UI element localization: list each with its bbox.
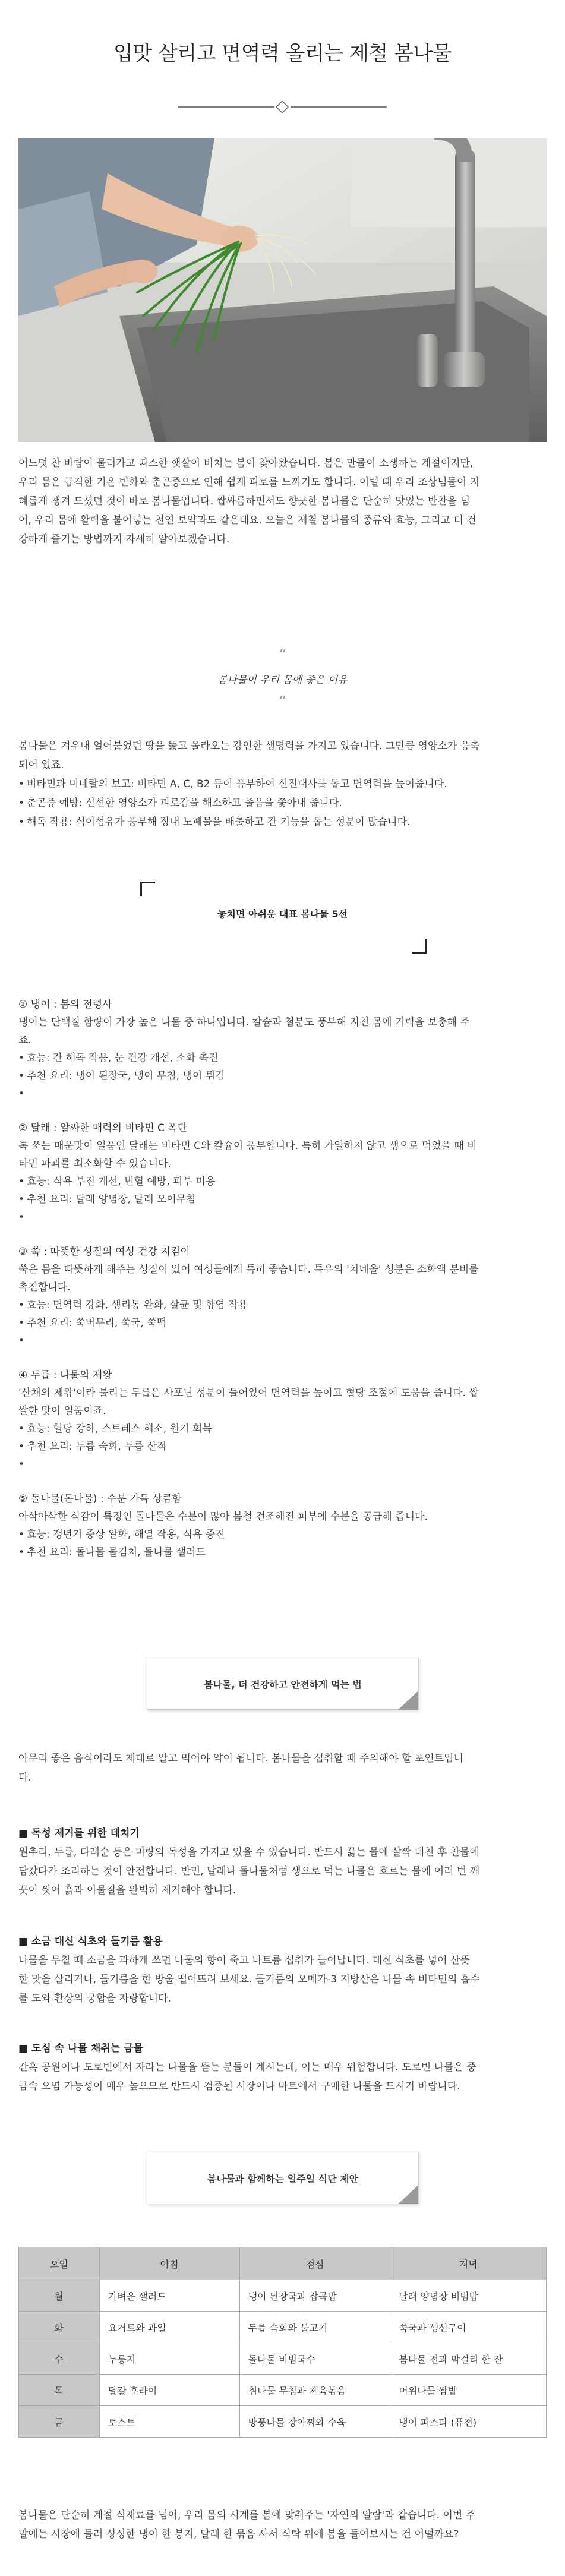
- tip-heading: ■ 소금 대신 식초와 들기름 활용: [18, 1936, 163, 1947]
- herb-item: [18, 1490, 547, 1561]
- why-section: [18, 737, 547, 832]
- table-cell: 토스트: [99, 2406, 239, 2438]
- pull-quote: [0, 648, 565, 710]
- tip-line: 를 도와 환상의 궁합을 자랑합니다.: [18, 1993, 171, 2004]
- herb-list: [18, 1049, 547, 1103]
- tip-section: [18, 2039, 547, 2096]
- why-list: [18, 775, 547, 832]
- list-item: • 추천 요리: 돌나물 물김치, 돌나물 샐러드: [18, 1543, 547, 1561]
- list-item: [18, 1332, 547, 1350]
- table-cell: 방풍나물 장아찌와 수육: [239, 2406, 390, 2438]
- box-fold-corner: [398, 1691, 418, 1710]
- table-cell: 달래 양념장 비빔밥: [390, 2280, 547, 2312]
- section-heading: 놓치면 아쉬운 대표 봄나물 5선: [217, 908, 348, 920]
- table-header-row: [19, 2247, 547, 2280]
- table-cell: 냉이 파스타 (퓨전): [390, 2406, 547, 2438]
- page-title: 입맛 살리고 면역력 올리는 제철 봄나물: [113, 42, 452, 65]
- list-item: • 추천 요리: 달래 양념장, 달래 오이무침: [18, 1191, 547, 1208]
- tips-heading-box: 봄나물, 더 건강하고 안전하게 먹는 법: [147, 1658, 419, 1710]
- herb-desc: 촉진합니다.: [18, 1281, 71, 1293]
- table-cell: 누룽지: [99, 2343, 239, 2375]
- herb-desc: '산채의 제왕'이라 불리는 두릅은 사포닌 성분이 들어있어 면역력을 높이고 혈당 조절에 도움을 줍니다. 쌉: [18, 1387, 479, 1399]
- close-quote-mark: ”: [278, 693, 287, 711]
- tip-heading: ■ 도심 속 나물 채취는 금물: [18, 2043, 143, 2054]
- open-quote-mark: “: [278, 646, 287, 664]
- herb-desc: 죠.: [18, 1034, 31, 1046]
- herb-heading: ④ 두릅 : 나물의 제왕: [18, 1369, 112, 1381]
- list-item: • 효능: 혈당 강하, 스트레스 해소, 원기 회복: [18, 1420, 547, 1438]
- intro-line: 강하게 즐기는 방법까지 자세히 알아보겠습니다.: [18, 533, 230, 545]
- hero-image: [18, 138, 547, 442]
- herb-item: [18, 1119, 547, 1226]
- list-item: [18, 1085, 547, 1103]
- tip-line: 한 맛을 살리거나, 들기름을 한 방울 떨어뜨려 보세요. 들기름의 오메가-3 지방산은 나물 속 비타민의 흡수: [18, 1974, 480, 1985]
- tip-line: 금속 오염 가능성이 매우 높으므로 반드시 검증된 시장이나 마트에서 구매한 나물을 드시기 바랍니다.: [18, 2081, 460, 2092]
- tip-line: 끗이 씻어 흙과 이물질을 완벽히 제거해야 합니다.: [18, 1884, 236, 1896]
- herb-item: [18, 1243, 547, 1350]
- tips-intro-line: 아무리 좋은 음식이라도 제대로 알고 먹어야 약이 됩니다. 봄나물을 섭취할 때 주의해야 할 포인트입니: [18, 1753, 463, 1764]
- list-item: • 비타민과 미네랄의 보고: 비타민 A, C, B2 등이 풍부하여 신진대사를 돕고 면역력을 높여줍니다.: [18, 775, 547, 794]
- meal-plan-table: [18, 2247, 547, 2438]
- herb-heading: ② 달래 : 알싸한 매력의 비타민 C 폭탄: [18, 1122, 188, 1134]
- table-cell: 쑥국과 생선구이: [390, 2312, 547, 2343]
- column-header: 아침: [99, 2247, 239, 2280]
- herb-list: [18, 1296, 547, 1350]
- table-row: [19, 2343, 547, 2375]
- why-line: 되어 있죠.: [18, 759, 64, 771]
- list-item: • 효능: 식욕 부진 개선, 빈혈 예방, 피부 미용: [18, 1173, 547, 1191]
- table-cell: 봄나물 전과 막걸리 한 잔: [390, 2343, 547, 2375]
- list-item: • 추천 요리: 냉이 된장국, 냉이 무침, 냉이 튀김: [18, 1067, 547, 1085]
- herb-item: [18, 1366, 547, 1473]
- day-cell: 목: [19, 2375, 100, 2406]
- tips-intro: [18, 1749, 547, 1787]
- tips-intro-line: 다.: [18, 1772, 31, 1783]
- tip-line: 원추리, 두릅, 다래순 등은 미량의 독성을 가지고 있을 수 있습니다. 반드시 끓는 물에 살짝 데친 후 찬물에: [18, 1846, 479, 1858]
- tip-heading: ■ 독성 제거를 위한 데치기: [18, 1827, 140, 1839]
- list-item: • 추천 요리: 쑥버무리, 쑥국, 쑥떡: [18, 1314, 547, 1332]
- table-cell: 요거트와 과일: [99, 2312, 239, 2343]
- table-cell: 냉이 된장국과 잡곡밥: [239, 2280, 390, 2312]
- intro-paragraph: [18, 454, 547, 549]
- herb-heading: ① 냉이 : 봄의 전령사: [18, 999, 112, 1011]
- corner-bracket-top-left: [140, 882, 155, 896]
- tip-line: 담갔다가 조리하는 것이 안전합니다. 반면, 달래나 돌나물처럼 생으로 먹는 나물은 흐르는 물에 여러 번 깨: [18, 1865, 480, 1877]
- herb-list: [18, 1420, 547, 1473]
- day-cell: 화: [19, 2312, 100, 2343]
- tip-section: [18, 1824, 547, 1900]
- day-cell: 수: [19, 2343, 100, 2375]
- list-item: • 추천 요리: 두릅 숙회, 두릅 산적: [18, 1438, 547, 1456]
- table-cell: 두릅 숙회와 불고기: [239, 2312, 390, 2343]
- table-cell: 돌나물 비빔국수: [239, 2343, 390, 2375]
- table-cell: 취나물 무침과 제육볶음: [239, 2375, 390, 2406]
- meal-heading-box: 봄나물과 함께하는 일주일 식단 제안: [147, 2152, 419, 2204]
- day-cell: 금: [19, 2406, 100, 2438]
- box-fold-corner: [398, 2185, 418, 2204]
- list-item: [18, 1456, 547, 1473]
- table-cell: 달걀 후라이: [99, 2375, 239, 2406]
- herb-desc: 쑥은 몸을 따뜻하게 해주는 성질이 있어 여성들에게 특히 좋습니다. 특유의 '치네올' 성분은 소화액 분비를: [18, 1264, 479, 1276]
- herb-heading: ③ 쑥 : 따뜻한 성질의 여성 건강 지킴이: [18, 1246, 190, 1258]
- list-item: • 해독 작용: 식이섬유가 풍부해 장내 노폐물을 배출하고 간 기능을 돕는 성분이 많습니다.: [18, 813, 547, 832]
- intro-line: 혜롭게 챙겨 드셨던 것이 바로 봄나물입니다. 쌉싸름하면서도 향긋한 봄나물은 단순히 맛있는 반찬을 넘: [18, 495, 470, 507]
- outro-line: 말에는 시장에 들러 싱싱한 냉이 한 봉지, 달래 한 묶음 사서 식탁 위에 봄을 들여보시는 건 어떨까요?: [18, 2528, 459, 2540]
- title-divider: [178, 101, 387, 113]
- hero-photo-spring-greens-sink: [18, 138, 547, 442]
- herb-desc: 아삭아삭한 식감이 특징인 돌나물은 수분이 많아 봄철 건조해진 피부에 수분을 공급해 줍니다.: [18, 1511, 428, 1523]
- list-item: • 효능: 간 해독 작용, 눈 건강 개선, 소화 촉진: [18, 1049, 547, 1067]
- outro-paragraph: [18, 2506, 547, 2544]
- herb-desc: 쌀한 맛이 일품이죠.: [18, 1405, 106, 1417]
- table-row: [19, 2312, 547, 2343]
- why-line: 봄나물은 겨우내 얼어붙었던 땅을 뚫고 올라오는 강인한 생명력을 가지고 있습니다. 그만큼 영양소가 응축: [18, 740, 480, 752]
- tip-line: 나물을 무칠 때 소금을 과하게 쓰면 나물의 향이 죽고 나트륨 섭취가 늘어납니다. 대신 식초를 넣어 산뜻: [18, 1955, 470, 1966]
- table-row: [19, 2406, 547, 2438]
- herb-desc: 톡 쏘는 매운맛이 일품인 달래는 비타민 C와 칼슘이 풍부합니다. 특히 가열하지 않고 생으로 먹었을 때 비: [18, 1140, 477, 1152]
- herb-desc: 냉이는 단백질 함량이 가장 높은 나물 중 하나입니다. 칼슘과 철분도 풍부해 지친 몸에 기력을 보충해 주: [18, 1016, 470, 1028]
- day-cell: 월: [19, 2280, 100, 2312]
- herb-item: [18, 996, 547, 1103]
- table-cell: 가벼운 샐러드: [99, 2280, 239, 2312]
- list-item: • 효능: 갱년기 증상 완화, 해열 작용, 식욕 증진: [18, 1526, 547, 1543]
- herb-heading: ⑤ 돌나물(돈나물) : 수분 가득 상큼함: [18, 1493, 182, 1505]
- table-cell: 머위나물 쌈밥: [390, 2375, 547, 2406]
- corner-bracket-bottom-right: [412, 939, 427, 954]
- list-item: • 춘곤증 예방: 신선한 영양소가 피로감을 해소하고 졸음을 쫓아내 줍니다.: [18, 794, 547, 813]
- column-header: 점심: [239, 2247, 390, 2280]
- intro-line: 우리 몸은 급격한 기온 변화와 춘곤증으로 인해 쉽게 피로를 느끼기도 합니다. 이럴 때 우리 조상님들이 지: [18, 476, 480, 488]
- table-row: [19, 2280, 547, 2312]
- intro-line: 어느덧 찬 바람이 물러가고 따스한 햇살이 비치는 봄이 찾아왔습니다. 봄은 만물이 소생하는 계절이지만,: [18, 457, 474, 469]
- list-item: • 효능: 면역력 강화, 생리통 완화, 살균 및 항염 작용: [18, 1296, 547, 1314]
- column-header: 저녁: [390, 2247, 547, 2280]
- quote-text: 봄나물이 우리 몸에 좋은 이유: [217, 674, 348, 686]
- outro-line: 봄나물은 단순히 계절 식재료를 넘어, 우리 몸의 시계를 봄에 맞춰주는 '자연의 알람'과 같습니다. 이번 주: [18, 2509, 476, 2521]
- herb-desc: 타민 파괴를 최소화할 수 있습니다.: [18, 1158, 171, 1170]
- tip-line: 간혹 공원이나 도로변에서 자라는 나물을 뜯는 분들이 계시는데, 이는 매우 위험합니다. 도로변 나물은 중: [18, 2062, 476, 2073]
- column-header: 요일: [19, 2247, 100, 2280]
- intro-line: 어, 우리 몸에 활력을 불어넣는 천연 보약과도 같은데요. 오늘은 제철 봄나물의 종류와 효능, 그리고 더 건: [18, 514, 476, 526]
- list-item: [18, 1208, 547, 1226]
- herb-list: [18, 1526, 547, 1561]
- herb-list: [18, 1173, 547, 1226]
- table-row: [19, 2375, 547, 2406]
- tip-section: [18, 1932, 547, 2008]
